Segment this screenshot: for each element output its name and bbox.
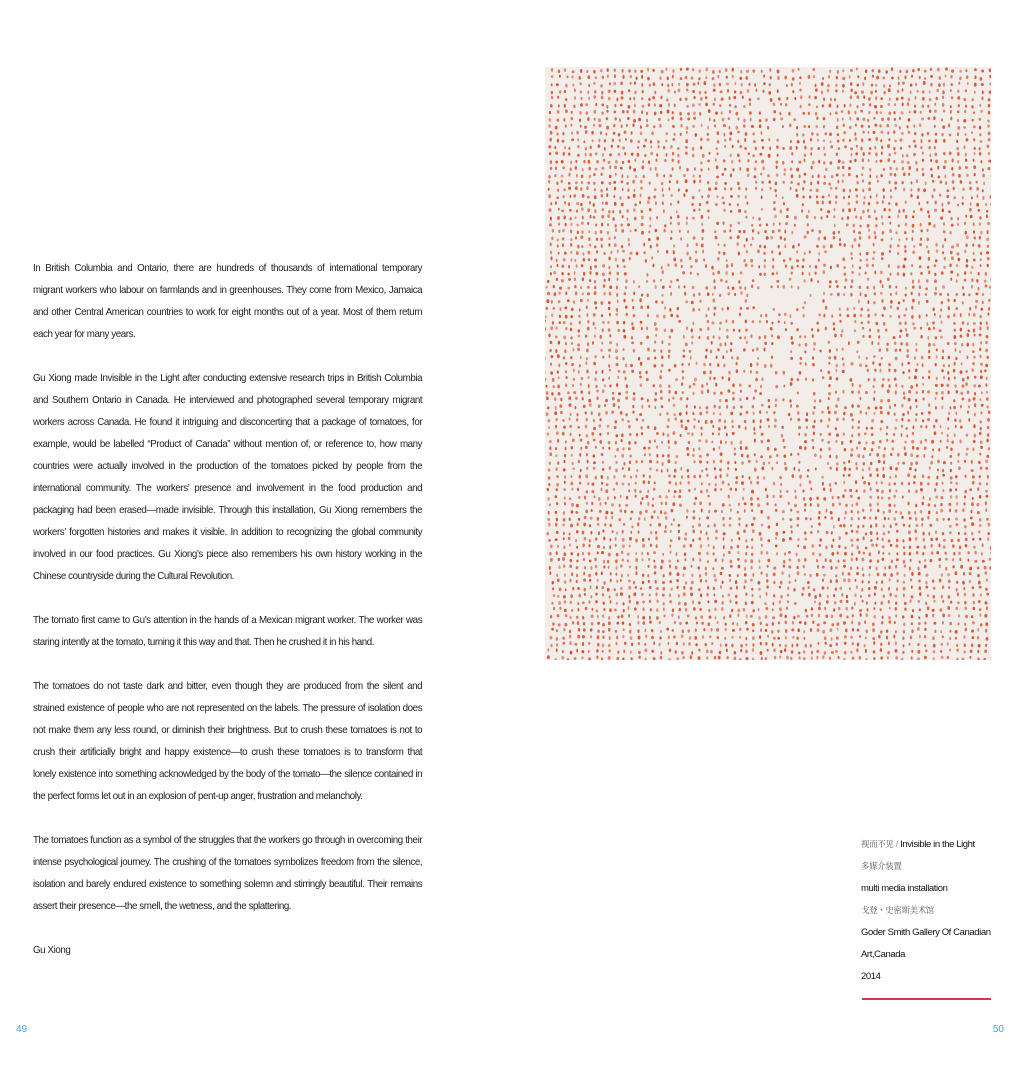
tomato-dots-image <box>545 67 991 660</box>
essay-paragraph: The tomatoes function as a symbol of the struggles that the workers go through in overcoming their intense psychological journey. The crushing of the tomatoes symbolizes freedom from the silence, isolation and barely endured existence to something solemn and stirringly beautiful. Their remains assert their presence—the smell, the wetness, and the splattering. <box>33 835 423 912</box>
caption-medium-en: multi media installation <box>861 883 948 894</box>
artwork-photo <box>545 67 991 660</box>
page-number-right: 50 <box>992 1024 1004 1035</box>
essay-text <box>33 258 422 962</box>
caption-separator: / <box>895 839 898 850</box>
artwork-caption <box>861 834 1001 988</box>
essay-paragraph: The tomato first came to Gu’s attention in the hands of a Mexican migrant worker. The worker was staring intently at the tomato, turning it this way and that. Then he crushed it in his hand. <box>33 615 423 648</box>
red-divider-rule <box>862 998 991 1000</box>
caption-title-en: Invisible in the Light <box>900 839 975 850</box>
essay-paragraph: The tomatoes do not taste dark and bitter, even though they are produced from the silent and strained existence of people who are not represented on the labels. The pressure of isolation does not make them any less round, or diminish their brightness. But to crush these tomatoes is not to crush their artificially bright and happy existence—to crush these tomatoes is to transform that lonely existence into something acknowledged by the body of the tomato—the silence contained in the perfect forms let out in an explosion of pent-up anger, frustration and melancholy. <box>33 681 423 802</box>
author-signature: Gu Xiong <box>33 945 71 956</box>
page-number-left: 49 <box>16 1024 28 1035</box>
caption-medium-cn: 多媒介装置 <box>861 862 902 872</box>
essay-paragraph: Gu Xiong made Invisible in the Light after conducting extensive research trips in British Columbia and Southern Ontario in Canada. He interviewed and photographed several temporary migrant workers across Canada. He found it intriguing and disconcerting that a package of tomatoes, for example, would be labelled “Product of Canada” without mention of, or reference to, how many countries were actually involved in the production of the tomatoes picked by people from the international community. The workers’ presence and involvement in the food production and packaging had been erased—made invisible. Through this installation, Gu Xiong remembers the workers’ forgotten histories and makes it visible. In addition to recognizing the global community involved in our food practices. Gu Xiong’s piece also remembers his own history working in the Chinese countryside during the Cultural Revolution. <box>33 373 423 582</box>
caption-year: 2014 <box>861 971 881 982</box>
caption-title-line <box>861 834 1001 856</box>
caption-venue-cn: 戈登・史密斯美术馆 <box>861 906 934 916</box>
essay-paragraph: In British Columbia and Ontario, there are hundreds of thousands of international temporary migrant workers who labour on farmlands and in greenhouses. They come from Mexico, Jamaica and other Central American countries to work for eight months out of a year. Most of them return each year for many years. <box>33 263 423 340</box>
caption-title-cn: 视而不见 <box>861 840 894 850</box>
caption-venue-en: Goder Smith Gallery Of Canadian Art,Canada <box>861 927 991 960</box>
